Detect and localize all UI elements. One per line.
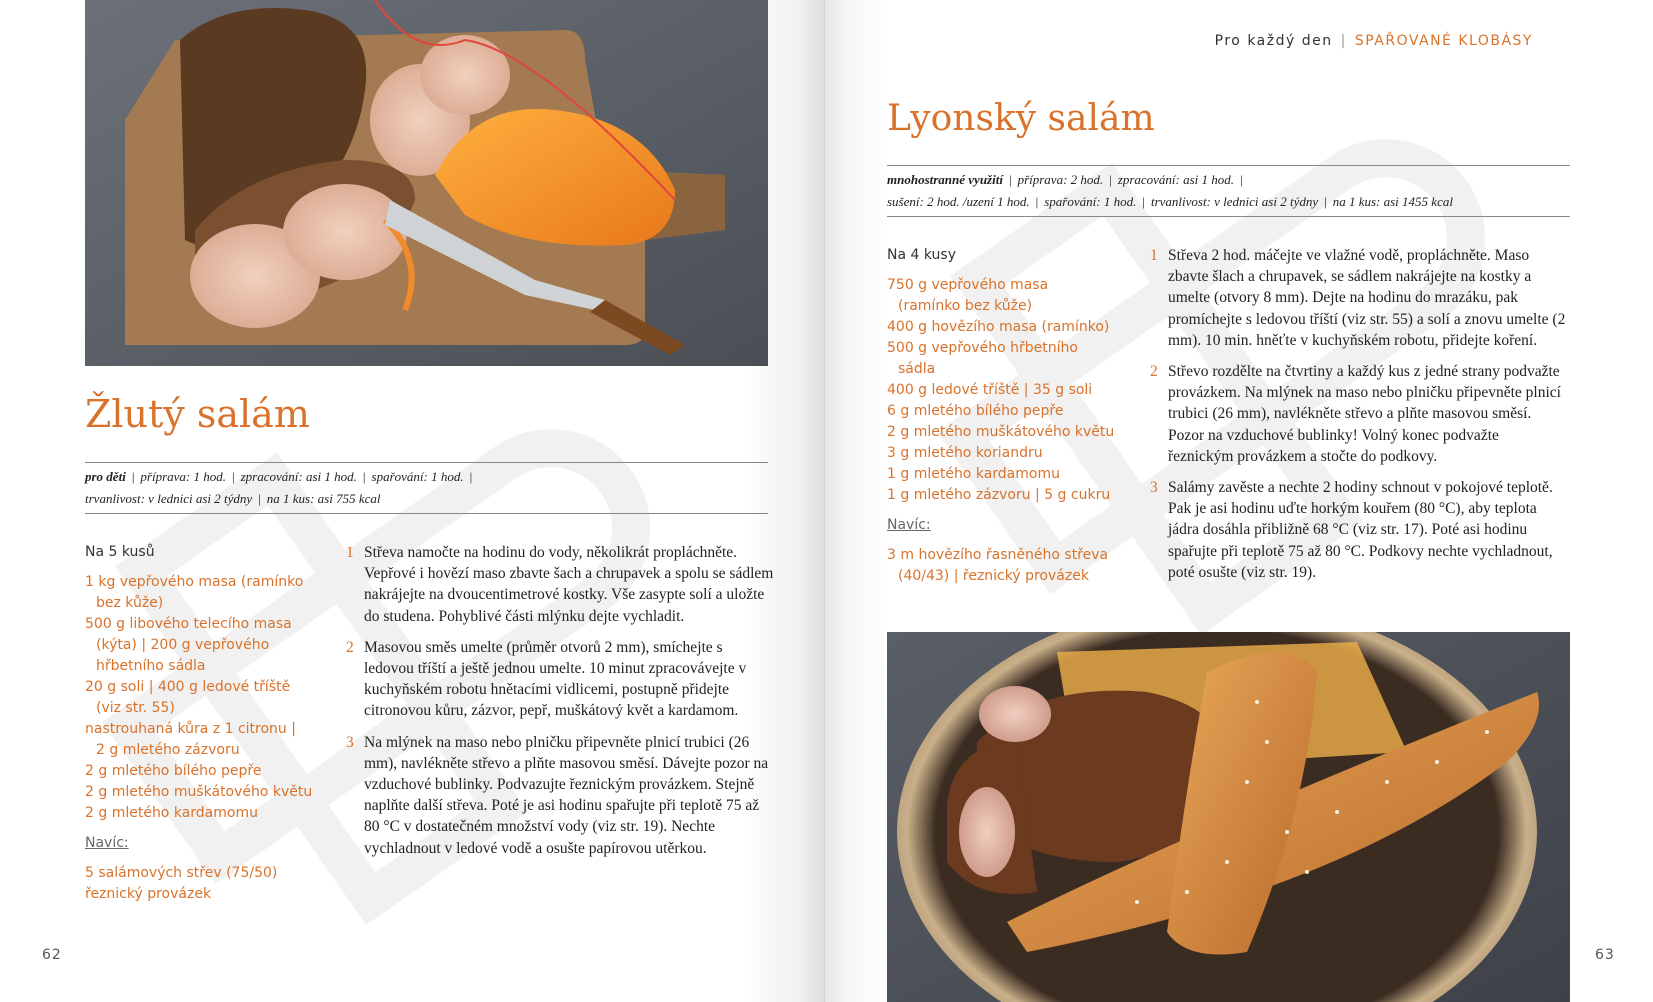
photo-lyonsky-salam bbox=[887, 632, 1570, 1002]
step-text: Na mlýnek na maso nebo plničku připevněte plnicí trubici (26 mm), navlékněte střevo a plňte masovou směsí. Dávejte pozor na vzduchové bublinky. Podvazujte řeznickým provázkem. Stejně naplňte další střeva. Poté je asi hodinu spařujte při teplotě 75 až 80 °C v dostatečném množství vody (viz str. 19). Nechte vychladnout v ledové vodě a osušte papírovou utěrkou. bbox=[364, 733, 769, 857]
ingredient-item: 2 g mletého zázvoru bbox=[96, 742, 240, 758]
ingredient-item: 1 kg vepřového masa (ramínko bbox=[85, 574, 304, 590]
ingredient-item: 400 g ledové tříště | 35 g soli bbox=[887, 382, 1093, 398]
running-header bbox=[1215, 33, 1533, 49]
step-text: Střeva namočte na hodinu do vody, několikrát propláchněte. Vepřové i hovězí maso zbavte šach a chrupavek a spolu se sádlem nakrájejte na dvoucentimetrové kostky. Vše zasypte solí a uložte do studena. Pohyblivé části mlýnku dejte vychladit. bbox=[364, 544, 774, 625]
ingredient-item: 400 g hovězího masa (ramínko) bbox=[887, 319, 1110, 335]
ingredient-item: (kýta) | 200 g vepřového bbox=[96, 637, 270, 653]
method-step bbox=[1150, 245, 1568, 351]
ingredient-item: 20 g soli | 400 g ledové tříště bbox=[85, 679, 291, 695]
step-number: 3 bbox=[346, 733, 354, 751]
method-steps bbox=[1150, 245, 1568, 593]
meta-rule-top bbox=[887, 165, 1570, 166]
ingredients-heading: Na 5 kusů bbox=[85, 544, 155, 560]
extra-item: 5 salámových střev (75/50) bbox=[85, 865, 278, 881]
page-number: 63 bbox=[1595, 947, 1615, 963]
step-number: 2 bbox=[346, 638, 354, 656]
meta-rule-bottom bbox=[887, 216, 1570, 217]
meta-line-1: mnohostranné využití | příprava: 2 hod. | zpracování: asi 1 hod. | bbox=[887, 172, 1243, 187]
method-step bbox=[1150, 477, 1568, 583]
header-chapter: SPAŘOVANÉ KLOBÁSY bbox=[1354, 33, 1533, 49]
extra-item: (40/43) | řeznický provázek bbox=[898, 568, 1089, 584]
ingredient-item: 1 g mletého kardamomu bbox=[887, 466, 1060, 482]
ingredients-list bbox=[887, 245, 1117, 587]
step-number: 3 bbox=[1150, 479, 1158, 497]
photo-zluty-salam bbox=[85, 0, 768, 366]
method-step bbox=[1150, 361, 1568, 467]
ingredient-item: hřbetního sádla bbox=[96, 658, 206, 674]
ingredient-item: 3 g mletého koriandru bbox=[887, 445, 1043, 461]
ingredient-item: 750 g vepřového masa bbox=[887, 277, 1049, 293]
meta-rule-bottom bbox=[85, 513, 768, 514]
extras-heading: Navíc: bbox=[85, 835, 129, 851]
step-number: 1 bbox=[346, 544, 354, 561]
method-step bbox=[346, 542, 774, 627]
ingredient-item: 2 g mletého muškátového květu bbox=[85, 784, 313, 800]
page-number: 62 bbox=[42, 947, 62, 963]
meta-line-2: trvanlivost: v lednici asi 2 týdny | na 1 kus: asi 755 kcal bbox=[85, 491, 381, 506]
ingredients-list bbox=[85, 542, 325, 905]
meta-line-2: sušení: 2 hod. /uzení 1 hod. | spařování: 1 hod. | trvanlivost: v lednici asi 2 týdny | na 1 kus: asi 1455 kcal bbox=[887, 194, 1453, 209]
recipe-meta bbox=[85, 466, 478, 510]
header-section: Pro každý den bbox=[1214, 33, 1333, 49]
extra-item: 3 m hovězího řasněného střeva bbox=[887, 547, 1109, 563]
method-step bbox=[346, 637, 774, 722]
extras-heading: Navíc: bbox=[887, 517, 931, 533]
method-steps bbox=[346, 542, 774, 869]
page-left bbox=[0, 0, 825, 1002]
ingredient-item: sádla bbox=[898, 361, 936, 377]
step-number: 2 bbox=[1150, 363, 1158, 381]
header-divider: | bbox=[1340, 33, 1347, 49]
extra-item: řeznický provázek bbox=[85, 886, 212, 902]
ingredients-heading: Na 4 kusy bbox=[887, 247, 956, 263]
ingredient-item: nastrouhaná kůra z 1 citronu | bbox=[85, 721, 296, 737]
recipe-title: Žlutý salám bbox=[85, 392, 310, 436]
page-right bbox=[825, 0, 1653, 1002]
ingredient-item: (ramínko bez kůže) bbox=[898, 298, 1033, 314]
ingredient-item: (viz str. 55) bbox=[96, 700, 175, 716]
step-text: Střevo rozdělte na čtvrtiny a každý kus z jedné strany podvažte provázkem. Na mlýnek na maso nebo plničku připevněte plnicí trubici (26 mm), navlékněte střevo a plňte masovou směsí. Pozor na vzduchové bublinky! Volný konec podvažte řeznickým provázkem a stočte do podkovy. bbox=[1168, 363, 1561, 465]
ingredient-item: 500 g libového telecího masa bbox=[85, 616, 292, 632]
ingredient-item: 500 g vepřového hřbetního bbox=[887, 340, 1078, 356]
meta-line-1: pro děti | příprava: 1 hod. | zpracování: asi 1 hod. | spařování: 1 hod. | bbox=[85, 469, 473, 484]
ingredient-item: 2 g mletého muškátového květu bbox=[887, 424, 1115, 440]
ingredient-item: bez kůže) bbox=[96, 595, 164, 611]
ingredient-item: 1 g mletého zázvoru | 5 g cukru bbox=[887, 487, 1111, 503]
step-text: Masovou směs umelte (průměr otvorů 2 mm), smíchejte s ledovou tříští a ještě jednou umelte. 10 minut zpracovávejte v kuchyňském robotu hnětacími vidlicemi, postupně přidejte citronovou kůru, zázvor, pepř, muškátový květ a kardamom. bbox=[364, 638, 747, 720]
step-text: Střeva 2 hod. máčejte ve vlažné vodě, propláchněte. Maso zbavte šlach a chrupavek, se sádlem nakrájejte na kostky a umelte (otvory 8 mm). Dejte na hodinu do mrazáku, pak promíchejte s ledovou tříští (viz str. 55) a solí a znovu umelte (2 mm). 10 min. hněťte v kuchyňském robotu, přidejte koření. bbox=[1168, 247, 1566, 349]
ingredient-item: 2 g mletého kardamomu bbox=[85, 805, 258, 821]
step-text: Salámy zavěste a nechte 2 hodiny schnout v pokojové teplotě. Pak je asi hodinu uďte horkým kouřem (80 °C), aby teplota jádra dosáhla přibližně 68 °C (viz str. 17). Poté asi hodinu spařujte při teplotě 75 až 80 °C. Podkovy nechte vychladnout, poté osušte (viz str. 19). bbox=[1168, 479, 1553, 581]
ingredient-item: 6 g mletého bílého pepře bbox=[887, 403, 1064, 419]
step-number: 1 bbox=[1150, 247, 1158, 264]
recipe-meta bbox=[887, 169, 1453, 213]
method-step bbox=[346, 732, 774, 859]
meta-rule-top bbox=[85, 462, 768, 463]
recipe-title: Lyonský salám bbox=[887, 98, 1155, 139]
ingredient-item: 2 g mletého bílého pepře bbox=[85, 763, 262, 779]
